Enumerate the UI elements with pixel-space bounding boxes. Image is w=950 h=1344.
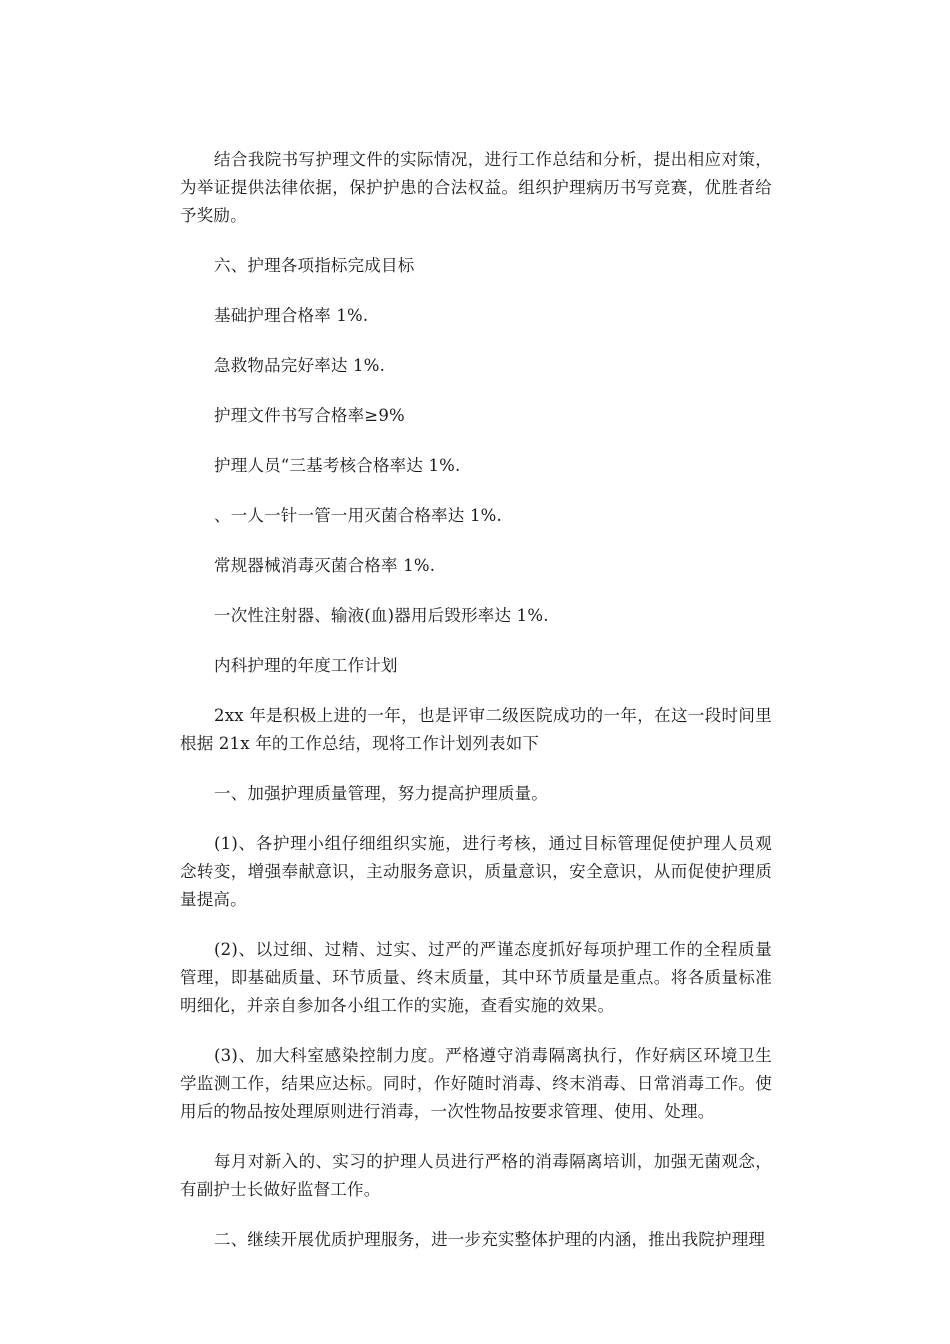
item-2-process-quality: (2)、以过细、过精、过实、过严的严谨态度抓好每项护理工作的全程质量管理，即基础质量、环节质量、终末质量，其中环节质量是重点。将各质量标准明细化，并亲自参加各小组工作的实施，查看实施的效果。 <box>180 940 772 1015</box>
target-nursing-documents: 护理文件书写合格率≥9% <box>214 406 405 425</box>
plan-title: 内科护理的年度工作计划 <box>214 656 398 675</box>
section-heading-quality-service: 二、继续开展优质护理服务，进一步充实整体护理的内涵，推出我院护理理 <box>214 1230 766 1249</box>
target-basic-nursing: 基础护理合格率 1%. <box>214 306 369 325</box>
target-disposable-destruction: 一次性注射器、输液(血)器用后毁形率达 1%. <box>214 606 549 625</box>
target-emergency-supplies: 急救物品完好率达 1%. <box>214 356 386 375</box>
section-heading-nursing-targets: 六、护理各项指标完成目标 <box>214 256 415 275</box>
item-1-group-implementation: (1)、各护理小组仔细组织实施，进行考核，通过目标管理促使护理人员观念转变，增强奉献意识，主动服务意识，质量意识，安全意识，从而促使护理质量提高。 <box>180 834 772 909</box>
target-instrument-sterilization: 常规器械消毒灭菌合格率 1%. <box>214 556 436 575</box>
target-three-basics-exam: 护理人员“三基考核合格率达 1%. <box>214 456 461 475</box>
item-3-infection-control: (3)、加大科室感染控制力度。严格遵守消毒隔离执行，作好病区环境卫生学监测工作，结果应达标。同时，作好随时消毒、终末消毒、日常消毒工作。使用后的物品按处理原则进行消毒，一次性物品按要求管理、使用、处理。 <box>180 1046 772 1121</box>
paragraph-documentation-summary: 结合我院书写护理文件的实际情况，进行工作总结和分析，提出相应对策，为举证提供法律依据，保护护患的合法权益。组织护理病历书写竞赛，优胜者给予奖励。 <box>180 150 772 225</box>
plan-intro: 2xx 年是积极上进的一年，也是评审二级医院成功的一年，在这一段时间里根据 21x 年的工作总结，现将工作计划列表如下 <box>180 706 772 753</box>
paragraph-monthly-training: 每月对新入的、实习的护理人员进行严格的消毒隔离培训，加强无菌观念，有副护士长做好监督工作。 <box>180 1152 772 1199</box>
document-body <box>180 146 772 1276</box>
target-sterilization-per-use: 、一人一针一管一用灭菌合格率达 1%. <box>214 506 502 525</box>
section-heading-quality-management: 一、加强护理质量管理，努力提高护理质量。 <box>214 784 548 803</box>
